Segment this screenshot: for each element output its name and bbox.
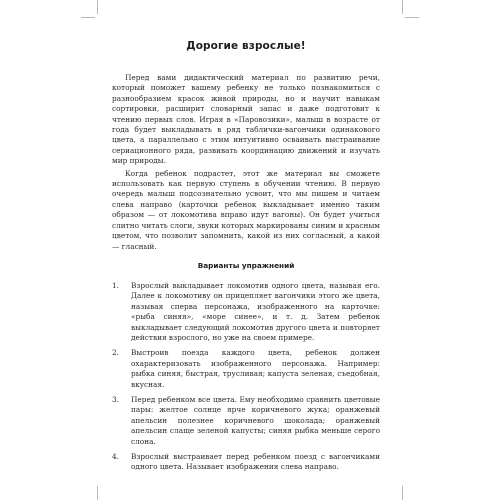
- exercise-text: Взрослый выстраивает перед ребенком поезд с вагончиками одного цвета. Называет изображения слева направо.: [131, 452, 380, 472]
- reading-paragraph: Когда ребенок подрастет, этот же материал вы сможете использовать как первую ступень в обучении чтению. В первую очередь малыш подсознательно усвоит, что мы пишем и читаем слева направо (карточки ребенок выкладывает именно таким образом — от локомотива вправо идут вагоны). Он будет учиться слитно читать слоги, звуки которых маркированы синим и красным цветом, что позволит запомнить, какой из них согласный, а какой — гласный.: [112, 168, 380, 251]
- crop-mark-right-top: [405, 17, 419, 18]
- exercise-text: Взрослый выкладывает локомотив одного цвета, называя его. Далее к локомотиву он прицепляет вагончики этого же цвета, называя сперва персонажа, изображенного на карточке: «рыба синяя», «море синее», и т. д. Затем ребенок выкладывает следующий локомотив другого цвета и повторяет действия взрослого, но уже на своем примере.: [131, 280, 380, 342]
- crop-mark-top-left: [97, 0, 98, 14]
- page-title: Дорогие взрослые!: [186, 40, 306, 52]
- exercise-number: 3.: [112, 394, 120, 404]
- crop-mark-bottom-right: [402, 486, 403, 500]
- exercise-item: [112, 452, 380, 473]
- exercise-list: [112, 281, 380, 473]
- crop-mark-bottom-left: [97, 486, 98, 500]
- crop-mark-left-top: [81, 17, 95, 18]
- exercise-number: 2.: [112, 348, 120, 358]
- exercise-item: [112, 395, 380, 447]
- exercise-number: 1.: [112, 280, 120, 290]
- exercises-heading: Варианты упражнений: [197, 260, 295, 270]
- exercise-text: Выстроив поезда каждого цвета, ребенок должен охарактеризовать изображенного персонажа. Например: рыбка синяя, быстрая, трусливая; капуста зеленая, съедобная, вкусная.: [131, 348, 380, 389]
- exercise-text: Перед ребенком все цвета. Ему необходимо сравнить цветовые пары: желтое солнце ярче коричневого жука; оранжевый апельсин полезнее коричневого шоколада; оранжевый апельсин слаще зеленой капусты; синяя рыбка меньше серого слона.: [131, 394, 380, 446]
- exercise-item: [112, 348, 380, 390]
- exercise-number: 4.: [112, 452, 120, 461]
- crop-mark-top-right: [402, 0, 403, 14]
- book-page: [112, 40, 380, 478]
- intro-paragraph: Перед вами дидактический материал по развитию речи, который поможет вашему ребенку не только познакомиться с разнообразием красок живой природы, но и научит навыкам сортировки, расширит словарный запас и даже подготовит к чтению первых слов. Играя в «Паровозики», малыш в возрасте от года будет выкладывать в ряд таблички-вагончики одинакового цвета, а параллельно с этим интуитивно осваивать выстраивание сериационного ряда, развивать координацию движений и изучать мир природы.: [112, 73, 380, 166]
- exercise-item: [112, 281, 380, 343]
